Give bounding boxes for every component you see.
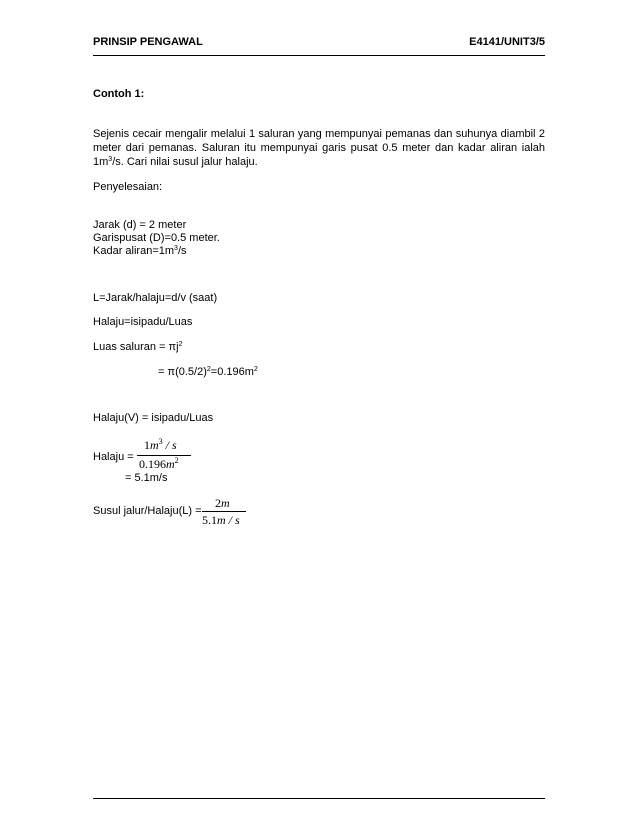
- given-flow-rate: Kadar $aliran=1m^3/s$: [93, 245, 187, 257]
- velocity-numerator: $1m^3$ / s: [144, 437, 177, 452]
- footer-rule: [93, 798, 545, 799]
- example-text-b: /s. Cari nilai susul jalur halaju.: [112, 156, 258, 168]
- header-rule: [93, 55, 545, 56]
- fraction-bar: [137, 455, 191, 456]
- example-paragraph: [93, 127, 545, 169]
- fraction-bar: [202, 511, 246, 512]
- time-label: Susul jalur/Halaju(L) =: [93, 505, 202, 517]
- time-numerator: 2m: [215, 496, 230, 510]
- header-title: PRINSIP PENGAWAL: [93, 36, 203, 48]
- given-distance: Jarak (d) = 2 meter: [93, 219, 187, 231]
- area-calculation: = $\pi(0.5/2)^2=0.196m^2$: [158, 366, 258, 378]
- velocity-fraction: [137, 438, 193, 472]
- page-header: [93, 36, 545, 48]
- example-title: Contoh 1:: [93, 88, 145, 100]
- area-formula: Luas saluran = $\pi j^2$: [93, 341, 183, 353]
- pi-symbol: π: [167, 366, 176, 378]
- formula-velocity: Halaju=isipadu/Luas: [93, 316, 193, 328]
- given-diameter: Garispusat (D)=0.5 meter.: [93, 232, 220, 244]
- velocity-denominator: $0.196m^2$: [139, 456, 179, 471]
- formula-time: L=Jarak/halaju=d/v (saat): [93, 292, 218, 304]
- solution-heading: Penyelesaian:: [93, 181, 163, 193]
- velocity-label: Halaju =: [93, 451, 134, 463]
- time-fraction: [202, 496, 248, 530]
- header-code: E4141/UNIT3/5: [469, 36, 545, 48]
- velocity-definition: Halaju(V) = isipadu/Luas: [93, 412, 214, 424]
- example-text-a: Sejenis cecair mengalir melalui 1 saluran yang mempunyai pemanas dan suhunya diambil 2 meter dari pemanas. Saluran itu mempunyai garis pusat 0.5 meter dan kadar aliran ialah 1m: [93, 128, 545, 168]
- time-denominator: 5.1m / s: [202, 513, 240, 527]
- velocity-result: = 5.1m/s: [125, 472, 168, 484]
- example-text-sup: 3: [108, 156, 113, 163]
- given-values: [93, 219, 220, 258]
- pi-symbol: π: [168, 341, 177, 353]
